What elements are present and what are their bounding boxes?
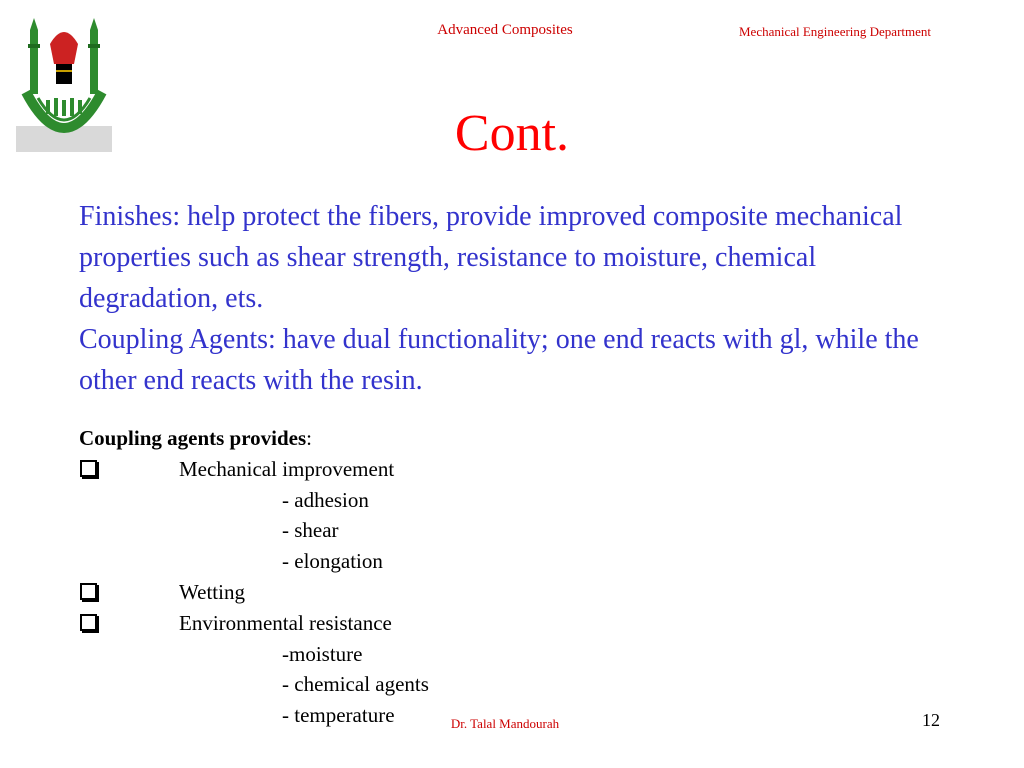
list-heading	[79, 423, 679, 454]
coupling-agents-list	[79, 423, 679, 731]
list-heading-label: Coupling agents provides	[79, 426, 307, 450]
slide-title: Cont.	[454, 105, 570, 162]
list-subitem: - temperature	[282, 703, 395, 728]
finishes-paragraph: Finishes: help protect the fibers, provide improved composite mechanical properties such as shear strength, resistance to moisture, chemical degradation, ets.	[79, 201, 903, 314]
checkbox-bullet-icon	[80, 583, 97, 600]
list-item-label: Wetting	[179, 579, 245, 604]
list-heading-suffix: :	[306, 426, 313, 450]
course-title: Advanced Composites	[437, 22, 573, 38]
coupling-agents-paragraph: Coupling Agents: have dual functionality; one end reacts with gl, while the other end reacts with the resin.	[79, 324, 919, 396]
list-item	[79, 577, 679, 608]
list-subitem: - elongation	[282, 549, 383, 574]
list-item	[79, 454, 679, 485]
list-subitem: - chemical agents	[282, 672, 429, 697]
footer-author: Dr. Talal Mandourah	[450, 716, 560, 731]
list-subitem: - adhesion	[282, 487, 369, 512]
page-number: 12	[922, 710, 940, 730]
checkbox-bullet-icon	[80, 460, 97, 477]
list-item	[79, 608, 679, 639]
list-item-label: Environmental resistance	[179, 610, 392, 635]
checkbox-bullet-icon	[80, 614, 97, 631]
department-name: Mechanical Engineering Department	[738, 24, 932, 39]
slide-body	[79, 196, 959, 401]
list-item-label: Mechanical improvement	[179, 456, 395, 481]
list-subitem: -moisture	[282, 641, 363, 666]
list-subitem: - shear	[282, 518, 339, 543]
